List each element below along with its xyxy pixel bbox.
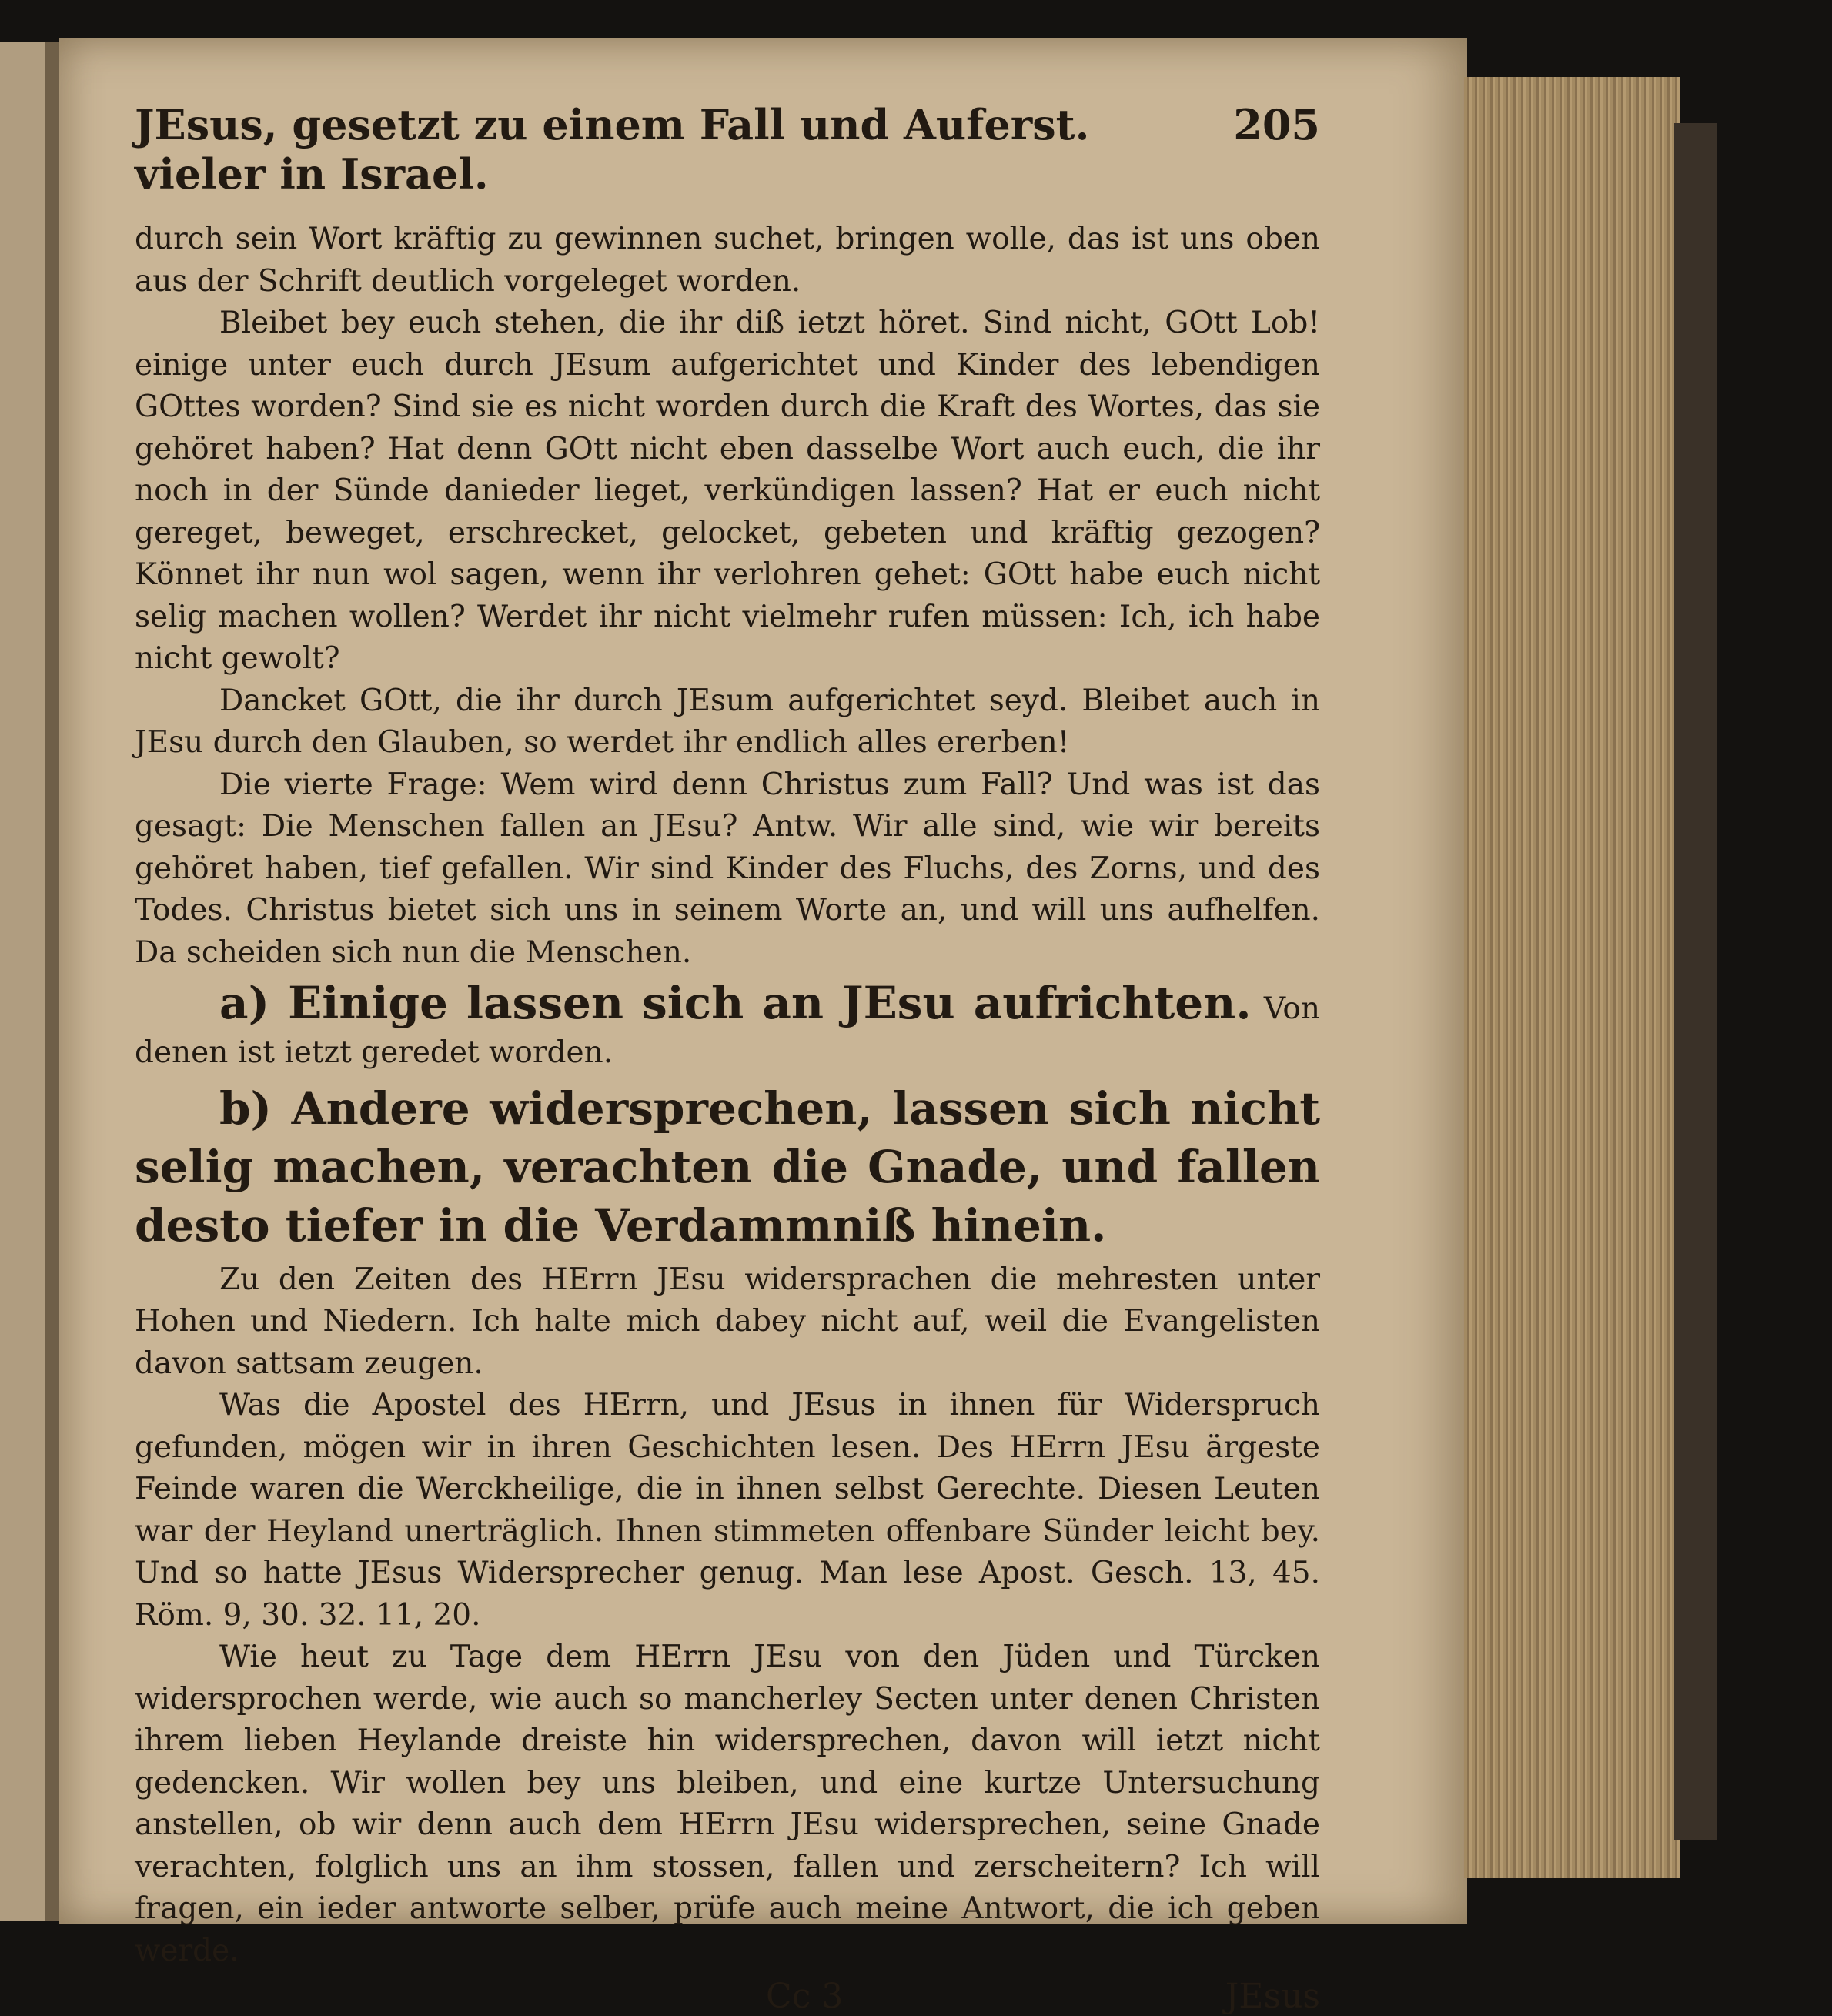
page-block-edge — [1464, 77, 1680, 1878]
book-cover-edge — [1674, 123, 1717, 1840]
page-text — [135, 100, 1320, 2016]
paragraph-4: Die vierte Frage: Wem wird denn Christus zum Fall? Und was ist das gesagt: Die Menschen fallen an JEsu? Antw. Wir alle sind, wie wir bereits gehöret haben, tief gefallen. Wir sind Kinder des Fluchs, des Zorns, und des Todes. Christus bietet sich uns in seinem Worte an, und will uns aufhelfen. Da scheiden sich nun die Menschen. — [135, 767, 1320, 970]
point-a-heading: a) Einige lassen sich an JEsu aufrichten. — [219, 977, 1252, 1029]
point-b-heading: b) Andere widersprechen, lassen sich nicht selig machen, verachten die Gnade, und fallen desto tiefer in die Verdammniß hinein. — [135, 1082, 1320, 1252]
signature-mark: Cc 3 — [766, 1977, 844, 2016]
paragraph-7: Wie heut zu Tage dem HErrn JEsu von den Jüden und Türcken widersprochen werde, wie auch so mancherley Secten unter denen Christen ihrem lieben Heylande dreiste hin widersprechen, davon will ietzt nicht gedencken. Wir wollen bey uns bleiben, und eine kurtze Untersuchung anstellen, ob wir denn auch dem HErrn JEsu widersprechen, seine Gnade verachten, folglich uns an ihm stossen, fallen und zerscheitern? Ich will fragen, ein ieder antworte selber, prüfe auch meine Antwort, die ich geben werde. — [135, 1640, 1320, 1968]
paragraph-5: Zu den Zeiten des HErrn JEsu widersprachen die mehresten unter Hohen und Niedern. Ich halte mich dabey nicht auf, weil die Evangelisten davon sattsam zeugen. — [135, 1262, 1320, 1381]
catchword: JEsus — [1225, 1977, 1320, 2016]
paragraph-3: Dancket GOtt, die ihr durch JEsum aufgerichtet seyd. Bleibet auch in JEsu durch den Glauben, so werdet ihr endlich alles ererben! — [135, 683, 1320, 760]
paragraph-6: Was die Apostel des HErrn, und JEsus in ihnen für Widerspruch gefunden, mögen wir in ihren Geschichten lesen. Des HErrn JEsu ärgeste Feinde waren die Werckheilige, die in ihnen selbst Gerechte. Diesen Leuten war der Heyland unerträglich. Ihnen stimmeten offenbare Sünder leicht bey. Und so hatte JEsus Widersprecher genug. Man lese Apost. Gesch. 13, 45. Röm. 9, 30. 32. 11, 20. — [135, 1388, 1320, 1633]
page-number: 205 — [1233, 100, 1320, 149]
running-header — [135, 100, 1320, 199]
point-a-text: Von denen ist ietzt geredet worden. — [135, 991, 1320, 1070]
paragraph-1: durch sein Wort kräftig zu gewinnen suchet, bringen wolle, das ist uns oben aus der Schrift deutlich vorgeleget worden. — [135, 222, 1320, 299]
paragraph-2: Bleibet bey euch stehen, die ihr diß ietzt höret. Sind nicht, GOtt Lob! einige unter euch durch JEsum aufgerichtet und Kinder des lebendigen GOttes worden? Sind sie es nicht worden durch die Kraft des Wortes, das sie gehöret haben? Hat denn GOtt nicht eben dasselbe Wort auch euch, die ihr noch in der Sünde danieder lieget, verkündigen lassen? Hat er euch nicht gereget, beweget, erschrecket, gelocket, gebeten und kräftig gezogen? Könnet ihr nun wol sagen, wenn ihr verlohren gehet: GOtt habe euch nicht selig machen wollen? Werdet ihr nicht vielmehr rufen müssen: Ich, ich habe nicht gewolt? — [135, 306, 1320, 676]
page-footer — [135, 1977, 1320, 2016]
running-title: JEsus, gesetzt zu einem Fall und Auferst. vieler in Israel. — [135, 100, 1090, 199]
point-a — [135, 974, 1320, 1075]
